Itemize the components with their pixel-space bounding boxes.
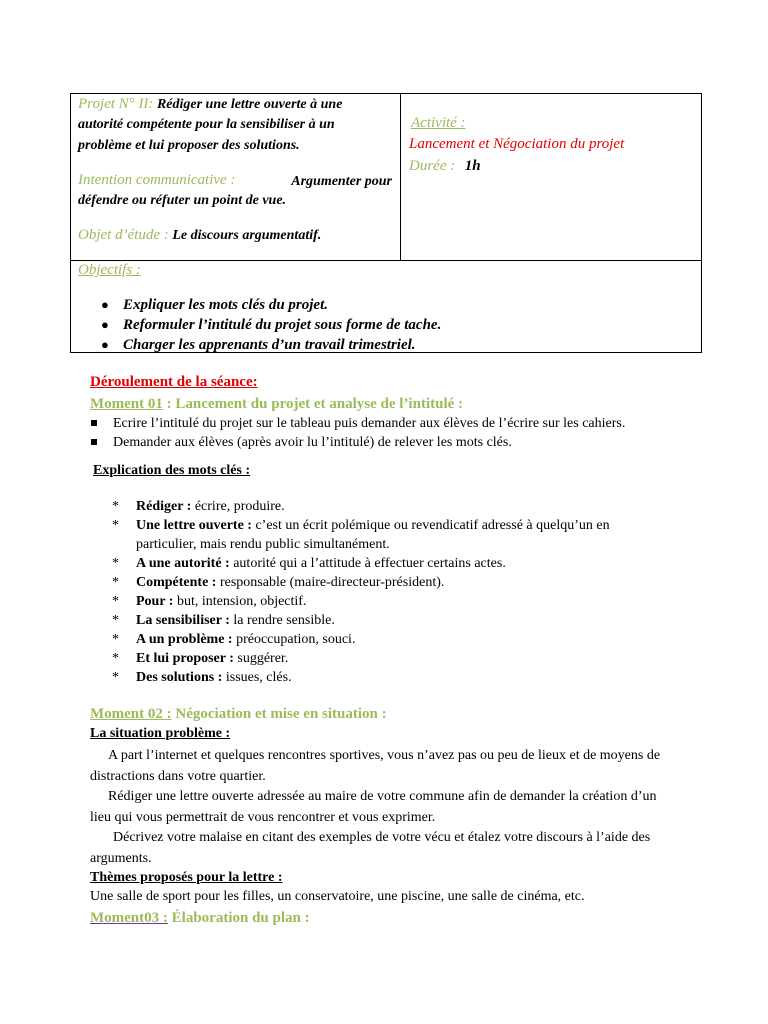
situation-paragraph: Décrivez votre malaise en citant des exemples de votre vécu et étalez votre discours à l’aide des arguments. (90, 830, 651, 866)
objectif-item: ● Reformuler l’intitulé du projet sous forme de tache. (101, 317, 442, 333)
objectifs-label: Objectifs : (78, 262, 141, 278)
objet-line (78, 227, 321, 244)
intention-text-1: Argumenter pour (291, 174, 392, 189)
moment2-heading (90, 706, 387, 723)
objectif-item: ● Charger les apprenants d’un travail trimestriel. (101, 337, 416, 353)
objectif-item: ● Expliquer les mots clés du projet. (101, 297, 329, 313)
square-bullet-icon (91, 420, 97, 426)
moment1-list (90, 414, 625, 452)
asterisk-icon: * (112, 613, 119, 628)
list-item: Ecrire l’intitulé du projet sur le tableau puis demander aux élèves de l’écrire sur les cahiers. (90, 414, 625, 433)
mot-cle-item: * Des solutions : issues, clés. (112, 670, 292, 685)
intention-label: Intention communicative : (78, 172, 236, 188)
project-text-1: Rédiger une lettre ouverte à une (156, 97, 343, 112)
bullet-icon: ● (101, 317, 109, 332)
situation-paragraph: Rédiger une lettre ouverte adressée au maire de votre commune afin de demander la création d’un lieu qui vous permettrait de vous rencontrer et vous exprimer. (90, 789, 657, 825)
mot-cle-item: * Compétente : responsable (maire-directeur-président). (112, 575, 445, 590)
project-details-cell (71, 94, 401, 260)
asterisk-icon: * (112, 594, 119, 609)
objectifs-list (101, 295, 441, 355)
mot-cle-item: * La sensibiliser : la rendre sensible. (112, 613, 335, 628)
project-header-table (70, 93, 702, 353)
asterisk-icon: * (112, 518, 119, 533)
mot-cle-item: * Une lettre ouverte : c’est un écrit polémique ou revendicatif adressé à quelqu’un en particulier, mais rendu public simultanément. (112, 518, 610, 552)
asterisk-icon: * (112, 556, 119, 571)
objectifs-row (71, 261, 701, 353)
project-line-1 (78, 96, 342, 113)
objet-label: Objet d’étude : (78, 227, 169, 243)
intention-line (78, 172, 392, 189)
asterisk-icon: * (112, 670, 119, 685)
moment1-title: : Lancement du projet et analyse de l’intitulé : (166, 396, 464, 412)
asterisk-icon: * (112, 499, 119, 514)
project-row (71, 94, 701, 261)
moment3-heading (90, 910, 310, 927)
situation-title: La situation problème : (90, 726, 231, 741)
activity-cell (401, 94, 701, 260)
duree-line (409, 158, 481, 175)
project-text-2: autorité compétente pour la sensibiliser à un (78, 117, 335, 132)
square-bullet-icon (91, 439, 97, 445)
asterisk-icon: * (112, 651, 119, 666)
themes-title: Thèmes proposés pour la lettre : (90, 870, 283, 885)
moment1-heading (90, 396, 463, 413)
activite-value: Lancement et Négociation du projet (409, 136, 625, 152)
duree-label: Durée : (409, 158, 456, 174)
situation-text (90, 746, 675, 869)
moment2-title: Négociation et mise en situation : (175, 706, 387, 722)
mot-cle-item: * Rédiger : écrire, produire. (112, 499, 285, 514)
project-text-3: problème et lui proposer des solutions. (78, 138, 300, 153)
moment1-label: Moment 01 (90, 396, 163, 412)
duree-value: 1h (464, 158, 481, 174)
mots-cles-list (112, 497, 672, 687)
objet-text: Le discours argumentatif. (172, 228, 322, 243)
list-item: Demander aux élèves (après avoir lu l’intitulé) de relever les mots clés. (90, 433, 625, 452)
asterisk-icon: * (112, 575, 119, 590)
activite-label: Activité : (411, 115, 466, 131)
moment2-label: Moment 02 : (90, 706, 172, 722)
moment3-title: Élaboration du plan : (171, 910, 310, 926)
deroulement-title: Déroulement de la séance: (90, 374, 258, 390)
mot-cle-item: * A un problème : préoccupation, souci. (112, 632, 356, 647)
situation-paragraph: A part l’internet et quelques rencontres sportives, vous n’avez pas ou peu de lieux et de moyens de distractions dans votre quartier. (90, 748, 661, 784)
mot-cle-item: * A une autorité : autorité qui a l’attitude à effectuer certains actes. (112, 556, 506, 571)
themes-text: Une salle de sport pour les filles, un conservatoire, une piscine, une salle de cinéma, etc. (90, 889, 585, 904)
project-label: Projet N° II: (78, 96, 154, 112)
intention-text-2: défendre ou réfuter un point de vue. (78, 193, 287, 208)
mot-cle-item: * Pour : but, intension, objectif. (112, 594, 307, 609)
asterisk-icon: * (112, 632, 119, 647)
bullet-icon: ● (101, 297, 109, 312)
explication-title: Explication des mots clés : (93, 463, 251, 478)
mot-cle-item: * Et lui proposer : suggérer. (112, 651, 289, 666)
moment3-label: Moment03 : (90, 910, 168, 926)
bullet-icon: ● (101, 337, 109, 352)
